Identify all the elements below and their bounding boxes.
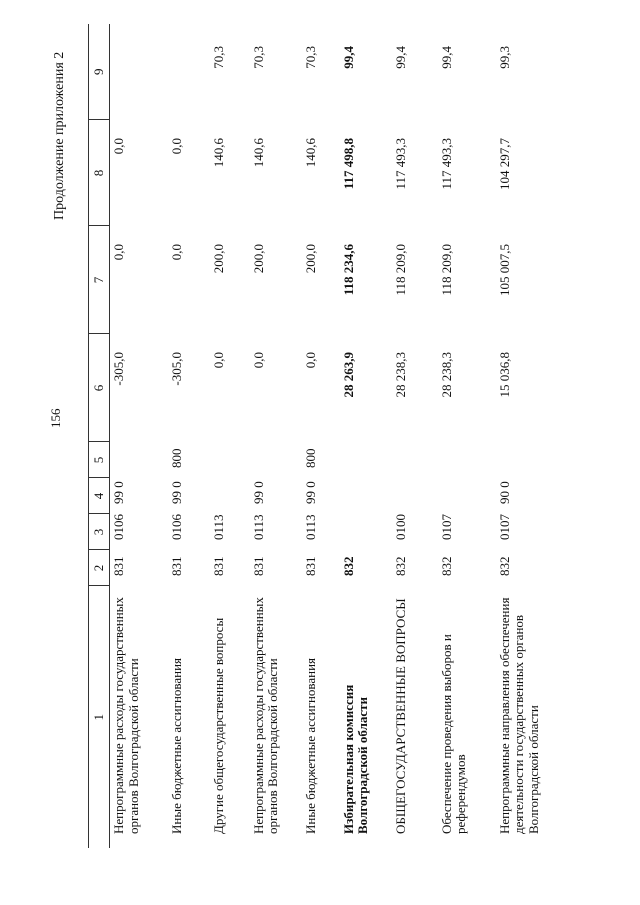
- row-section-code-cell: 0113: [210, 514, 226, 540]
- row-name-cell: Другие общегосударственные вопросы: [210, 617, 226, 834]
- row-target-code-cell: 99 0: [168, 481, 184, 504]
- row-value-col9-cell: 99,4: [340, 46, 356, 69]
- row-value-col8-cell: 117 493,3: [392, 138, 408, 190]
- table-row: [302, 24, 340, 848]
- row-target-code-cell: [210, 478, 250, 514]
- row-section-code-cell: 0113: [250, 514, 266, 540]
- row-value-col6-cell: -305,0: [111, 352, 126, 386]
- page-number: 156: [48, 408, 63, 428]
- row-target-code-cell: 90 0: [496, 481, 512, 504]
- table-row: [168, 24, 210, 848]
- row-target-code-cell: 99 0: [302, 481, 318, 504]
- row-value-col8-cell: 140,6: [302, 138, 318, 168]
- row-admin-code-cell: 831: [210, 556, 226, 576]
- row-value-col9-cell: 70,3: [302, 46, 318, 69]
- row-expense-type-cell: [110, 442, 168, 478]
- header-col-7: 7: [89, 226, 110, 334]
- row-expense-type-cell: 800: [168, 448, 184, 468]
- row-value-col7-cell: 200,0: [250, 244, 266, 274]
- row-value-col9-cell: 99,3: [496, 46, 512, 69]
- row-value-col9-cell: [168, 24, 210, 120]
- row-value-col8-cell: 0,0: [111, 138, 126, 155]
- row-value-col8-cell: 104 297,7: [496, 138, 512, 190]
- table-row: [340, 24, 392, 848]
- row-value-col7-cell: 118 234,6: [340, 244, 356, 296]
- row-value-col9-cell: [110, 24, 168, 120]
- row-expense-type-cell: [392, 442, 438, 478]
- table-row: [210, 24, 250, 848]
- row-value-col7-cell: 0,0: [111, 244, 126, 261]
- row-value-col7-cell: 118 209,0: [438, 244, 454, 296]
- row-admin-code-cell: 832: [496, 556, 512, 576]
- row-expense-type-cell: [438, 442, 496, 478]
- table-row: [438, 24, 496, 848]
- row-name-cell: Иные бюджетные ассигнования: [168, 657, 184, 834]
- row-target-code-cell: 99 0: [111, 481, 126, 504]
- row-value-col7-cell: 200,0: [302, 244, 318, 274]
- row-name-cell: Непрограммные расходы государственных органов Волгоградской области: [111, 597, 141, 834]
- row-name-cell: Обеспечение проведения выборов и референдумов: [438, 634, 469, 834]
- row-value-col8-cell: 117 493,3: [438, 138, 454, 190]
- header-col-5: 5: [89, 442, 110, 478]
- row-section-code-cell: 0106: [111, 514, 126, 540]
- row-expense-type-cell: [340, 442, 392, 478]
- row-admin-code-cell: 831: [168, 556, 184, 576]
- row-target-code-cell: 99 0: [250, 481, 266, 504]
- row-value-col6-cell: 0,0: [302, 352, 318, 369]
- row-value-col8-cell: 140,6: [250, 138, 266, 168]
- row-name-cell: Непрограммные направления обеспечения деятельности государственных органов Волгоградской области: [496, 597, 542, 834]
- budget-table: [88, 24, 566, 848]
- row-section-code-cell: 0100: [392, 514, 408, 540]
- row-name-cell: Иные бюджетные ассигнования: [302, 657, 318, 834]
- row-name-cell: ОБЩЕГОСУДАРСТВЕННЫЕ ВОПРОСЫ: [392, 598, 408, 834]
- header-row: [89, 24, 110, 848]
- row-value-col9-cell: 99,4: [392, 46, 408, 69]
- header-col-8: 8: [89, 120, 110, 226]
- row-section-code-cell: [340, 514, 392, 550]
- table-body: [110, 24, 566, 848]
- table-row: [496, 24, 566, 848]
- page-caption: Продолжение приложения 2: [52, 51, 67, 220]
- row-value-col7-cell: 0,0: [168, 244, 184, 261]
- header-col-9: 9: [89, 24, 110, 120]
- row-admin-code-cell: 831: [250, 556, 266, 576]
- row-value-col6-cell: 0,0: [210, 352, 226, 369]
- row-value-col6-cell: -305,0: [168, 352, 184, 386]
- row-admin-code-cell: 832: [392, 556, 408, 576]
- row-target-code-cell: [392, 478, 438, 514]
- row-target-code-cell: [340, 478, 392, 514]
- row-value-col6-cell: 0,0: [250, 352, 266, 369]
- row-expense-type-cell: 800: [302, 448, 318, 468]
- row-value-col8-cell: 140,6: [210, 138, 226, 168]
- row-value-col8-cell: 117 498,8: [340, 138, 356, 190]
- row-name-cell: Непрограммные расходы государственных органов Волгоградской области: [250, 597, 281, 834]
- row-value-col9-cell: 70,3: [250, 46, 266, 69]
- header-col-6: 6: [89, 334, 110, 442]
- row-value-col7-cell: 118 209,0: [392, 244, 408, 296]
- row-admin-code-cell: 831: [111, 556, 126, 576]
- table-row: [250, 24, 302, 848]
- row-section-code-cell: 0107: [438, 514, 454, 540]
- row-admin-code-cell: 832: [438, 556, 454, 576]
- row-admin-code-cell: 831: [302, 556, 318, 576]
- header-col-2: 2: [89, 550, 110, 586]
- row-value-col9-cell: 99,4: [438, 46, 454, 69]
- row-value-col7-cell: 105 007,5: [496, 244, 512, 296]
- rotated-table-container: [88, 24, 620, 848]
- row-name-cell: Избирательная комиссия Волгоградской области: [340, 684, 371, 834]
- row-target-code-cell: [438, 478, 496, 514]
- row-expense-type-cell: [250, 442, 302, 478]
- table-row: [110, 24, 168, 848]
- row-admin-code-cell: 832: [340, 556, 356, 576]
- header-col-4: 4: [89, 478, 110, 514]
- row-value-col9-cell: 70,3: [210, 46, 226, 69]
- row-value-col6-cell: 28 263,9: [340, 352, 356, 398]
- row-value-col7-cell: 200,0: [210, 244, 226, 274]
- row-expense-type-cell: [496, 442, 566, 478]
- row-value-col6-cell: 28 238,3: [392, 352, 408, 398]
- header-col-1: 1: [89, 586, 110, 848]
- row-value-col6-cell: 15 036,8: [496, 352, 512, 398]
- row-section-code-cell: 0113: [302, 514, 318, 540]
- row-section-code-cell: 0106: [168, 514, 184, 540]
- row-section-code-cell: 0107: [496, 514, 512, 540]
- row-value-col6-cell: 28 238,3: [438, 352, 454, 398]
- header-col-3: 3: [89, 514, 110, 550]
- row-value-col8-cell: 0,0: [168, 138, 184, 155]
- row-expense-type-cell: [210, 442, 250, 478]
- table-row: [392, 24, 438, 848]
